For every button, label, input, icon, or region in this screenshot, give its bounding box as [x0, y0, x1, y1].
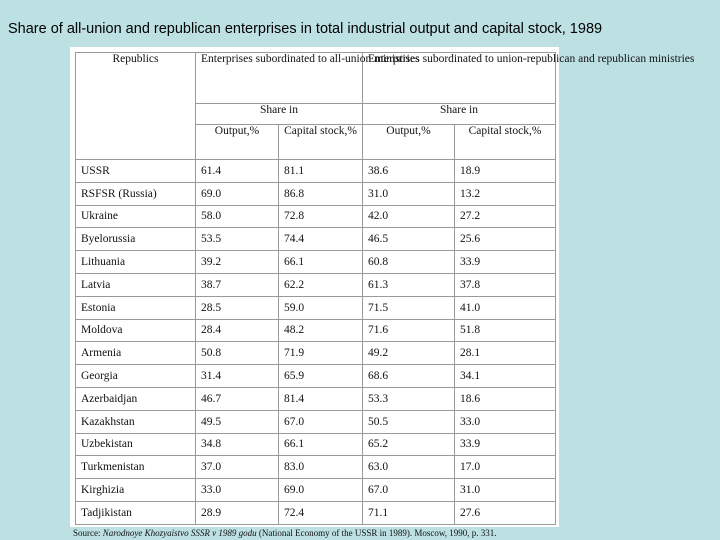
header-all-union: Enterprises subordinated to all-union ministries — [196, 53, 363, 104]
source-title: Narodnoye Khozyaistvo SSSR v 1989 godu — [102, 528, 257, 538]
cell-republic: Turkmenistan — [76, 456, 196, 479]
cell-value: 63.0 — [363, 456, 455, 479]
table-row — [76, 319, 556, 342]
cell-value: 69.0 — [279, 479, 363, 502]
cell-republic: Azerbaidjan — [76, 387, 196, 410]
cell-value: 81.4 — [279, 387, 363, 410]
cell-value: 74.4 — [279, 228, 363, 251]
cell-value: 28.9 — [196, 501, 279, 524]
cell-republic: Lithuania — [76, 251, 196, 274]
cell-republic: Tadjikistan — [76, 501, 196, 524]
cell-value: 31.0 — [455, 479, 556, 502]
source-prefix: Source: — [73, 528, 103, 538]
table-row — [76, 433, 556, 456]
cell-value: 13.2 — [455, 182, 556, 205]
cell-value: 25.6 — [455, 228, 556, 251]
cell-value: 69.0 — [196, 182, 279, 205]
cell-republic: Armenia — [76, 342, 196, 365]
data-table — [75, 52, 695, 525]
cell-value: 48.2 — [279, 319, 363, 342]
cell-value: 28.5 — [196, 296, 279, 319]
cell-value: 33.9 — [455, 251, 556, 274]
table-row — [76, 296, 556, 319]
cell-value: 41.0 — [455, 296, 556, 319]
table-panel — [70, 47, 695, 527]
cell-republic: Uzbekistan — [76, 433, 196, 456]
cell-value: 17.0 — [455, 456, 556, 479]
cell-republic: Kazakhstan — [76, 410, 196, 433]
cell-value: 34.1 — [455, 365, 556, 388]
cell-republic: Ukraine — [76, 205, 196, 228]
table-row — [76, 365, 556, 388]
cell-value: 51.8 — [455, 319, 556, 342]
cell-value: 71.1 — [363, 501, 455, 524]
cell-value: 18.9 — [455, 160, 556, 183]
cell-value: 83.0 — [279, 456, 363, 479]
cell-value: 58.0 — [196, 205, 279, 228]
cell-value: 68.6 — [363, 365, 455, 388]
cell-value: 31.4 — [196, 365, 279, 388]
cell-value: 72.4 — [279, 501, 363, 524]
cell-value: 38.7 — [196, 273, 279, 296]
cell-republic: RSFSR (Russia) — [76, 182, 196, 205]
source-note — [73, 528, 497, 538]
source-suffix: (National Economy of the USSR in 1989). Moscow, 1990, p. 331. — [256, 528, 497, 538]
cell-value: 42.0 — [363, 205, 455, 228]
cell-value: 65.2 — [363, 433, 455, 456]
cell-value: 33.0 — [196, 479, 279, 502]
header-share-in: Share in — [196, 104, 363, 125]
cell-value: 49.2 — [363, 342, 455, 365]
cell-value: 46.5 — [363, 228, 455, 251]
header-row-groups — [76, 53, 556, 104]
cell-republic: USSR — [76, 160, 196, 183]
cell-value: 28.4 — [196, 319, 279, 342]
table-row — [76, 387, 556, 410]
cell-value: 66.1 — [279, 251, 363, 274]
cell-republic: Latvia — [76, 273, 196, 296]
header-republics: Republics — [76, 53, 196, 160]
cell-value: 62.2 — [279, 273, 363, 296]
cell-value: 67.0 — [279, 410, 363, 433]
header-share-in: Share in — [363, 104, 556, 125]
table-row — [76, 342, 556, 365]
cell-value: 39.2 — [196, 251, 279, 274]
cell-value: 61.4 — [196, 160, 279, 183]
cell-value: 28.1 — [455, 342, 556, 365]
cell-value: 46.7 — [196, 387, 279, 410]
table-row — [76, 205, 556, 228]
table-row — [76, 273, 556, 296]
table-row — [76, 160, 556, 183]
cell-value: 71.9 — [279, 342, 363, 365]
table-row — [76, 456, 556, 479]
cell-value: 34.8 — [196, 433, 279, 456]
table-row — [76, 251, 556, 274]
cell-value: 27.6 — [455, 501, 556, 524]
table-row — [76, 228, 556, 251]
cell-value: 60.8 — [363, 251, 455, 274]
cell-republic: Byelorussia — [76, 228, 196, 251]
table-row — [76, 182, 556, 205]
cell-value: 53.3 — [363, 387, 455, 410]
cell-value: 33.9 — [455, 433, 556, 456]
table-row — [76, 410, 556, 433]
cell-republic: Kirghizia — [76, 479, 196, 502]
cell-value: 49.5 — [196, 410, 279, 433]
cell-value: 81.1 — [279, 160, 363, 183]
cell-republic: Estonia — [76, 296, 196, 319]
header-output: Output,% — [196, 125, 279, 160]
cell-republic: Georgia — [76, 365, 196, 388]
header-union-republican: Enterprises subordinated to union-republican and republican ministries — [363, 53, 556, 104]
header-capital-stock: Capital stock,% — [279, 125, 363, 160]
cell-value: 50.5 — [363, 410, 455, 433]
slide-title: Share of all-union and republican enterprises in total industrial output and capital stock, 1989 — [8, 21, 603, 37]
cell-value: 66.1 — [279, 433, 363, 456]
cell-value: 71.5 — [363, 296, 455, 319]
cell-value: 33.0 — [455, 410, 556, 433]
header-output: Output,% — [363, 125, 455, 160]
cell-republic: Moldova — [76, 319, 196, 342]
cell-value: 59.0 — [279, 296, 363, 319]
table-row — [76, 501, 556, 524]
cell-value: 37.8 — [455, 273, 556, 296]
cell-value: 37.0 — [196, 456, 279, 479]
cell-value: 67.0 — [363, 479, 455, 502]
cell-value: 86.8 — [279, 182, 363, 205]
cell-value: 53.5 — [196, 228, 279, 251]
cell-value: 18.6 — [455, 387, 556, 410]
table-row — [76, 479, 556, 502]
cell-value: 50.8 — [196, 342, 279, 365]
cell-value: 71.6 — [363, 319, 455, 342]
header-capital-stock: Capital stock,% — [455, 125, 556, 160]
cell-value: 27.2 — [455, 205, 556, 228]
cell-value: 72.8 — [279, 205, 363, 228]
cell-value: 31.0 — [363, 182, 455, 205]
cell-value: 65.9 — [279, 365, 363, 388]
cell-value: 61.3 — [363, 273, 455, 296]
cell-value: 38.6 — [363, 160, 455, 183]
